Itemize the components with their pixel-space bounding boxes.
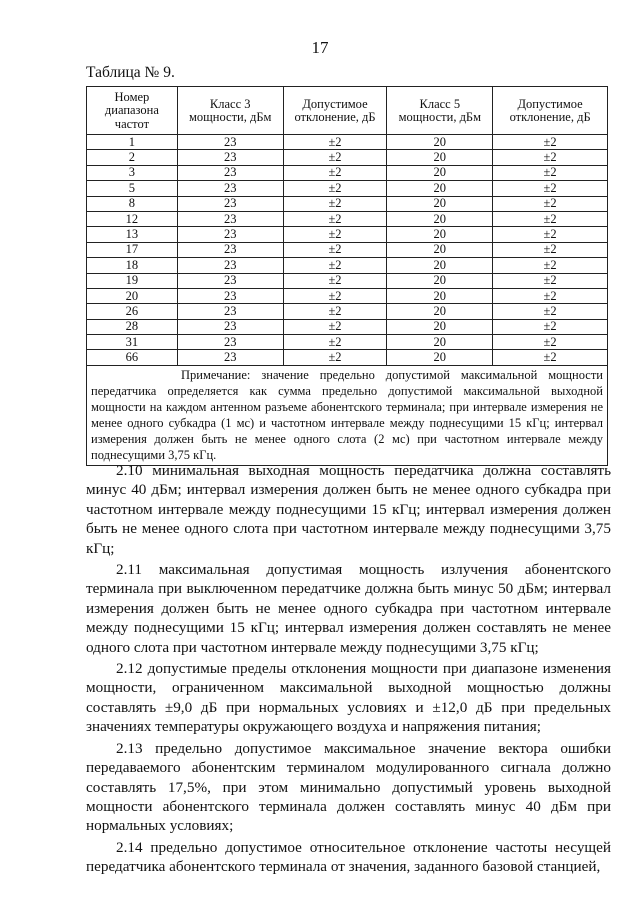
power-spec-table — [86, 86, 608, 466]
table-cell: 23 — [177, 273, 283, 288]
paragraph-2-12: 2.12 допустимые пределы отклонения мощности при диапазоне изменения мощности, ограниченном максимальной выходной мощностью должны составлять ±9,0 дБ при нормальных условиях и ±12,0 дБ при предельных значениях температуры окружающего воздуха и напряжения питания; — [86, 660, 611, 736]
table-cell: 23 — [177, 211, 283, 226]
table-cell: 26 — [87, 304, 178, 319]
table-cell: ±2 — [493, 288, 608, 303]
paragraph-2-13: 2.13 предельно допустимое максимальное значение вектора ошибки передаваемого абонентским терминалом модулированного сигнала должно составлять 17,5%, при этом минимально допустимый уровень выходной мощности абонентского терминала должен составлять минус 40 дБм при нормальных условиях; — [86, 739, 611, 835]
table-cell: ±2 — [283, 288, 387, 303]
table-cell: ±2 — [283, 273, 387, 288]
table-cell: ±2 — [283, 211, 387, 226]
table-cell: 12 — [87, 211, 178, 226]
table-cell: ±2 — [493, 227, 608, 242]
table-cell: ±2 — [283, 335, 387, 350]
table-row — [87, 135, 608, 150]
table-cell: 20 — [387, 350, 493, 365]
table-row — [87, 304, 608, 319]
table-cell: ±2 — [493, 319, 608, 334]
table-cell: 19 — [87, 273, 178, 288]
table-cell: 20 — [387, 150, 493, 165]
table-cell: 23 — [177, 319, 283, 334]
paragraph-2-14: 2.14 предельно допустимое относительное отклонение частоты несущей передатчика абонентского терминала от значения, заданного базовой станцией, — [86, 838, 611, 876]
table-cell: 23 — [177, 350, 283, 365]
table-cell: 17 — [87, 242, 178, 257]
table-row — [87, 273, 608, 288]
table-cell: ±2 — [493, 196, 608, 211]
table-row — [87, 258, 608, 273]
table-cell: 20 — [387, 273, 493, 288]
table-cell: ±2 — [493, 273, 608, 288]
table-cell: 20 — [387, 288, 493, 303]
table-row — [87, 319, 608, 334]
header-class5-deviation: Допустимое отклонение, дБ — [493, 87, 608, 135]
table-cell: 1 — [87, 135, 178, 150]
table-cell: ±2 — [493, 135, 608, 150]
table-note-row — [87, 365, 608, 465]
table-cell: ±2 — [283, 319, 387, 334]
table-cell: 20 — [387, 242, 493, 257]
page-number: 17 — [311, 38, 329, 57]
table-cell: 66 — [87, 350, 178, 365]
table-cell: 20 — [387, 319, 493, 334]
table-header-row — [87, 87, 608, 135]
table-row — [87, 227, 608, 242]
table-cell: 3 — [87, 165, 178, 180]
table-cell: ±2 — [493, 181, 608, 196]
table-row — [87, 196, 608, 211]
table-cell: ±2 — [283, 150, 387, 165]
table-cell: ±2 — [283, 135, 387, 150]
table-cell: ±2 — [493, 304, 608, 319]
table-cell: 20 — [387, 181, 493, 196]
table-cell: ±2 — [493, 242, 608, 257]
table-row — [87, 150, 608, 165]
table-cell: ±2 — [283, 196, 387, 211]
table-cell: 20 — [387, 135, 493, 150]
table-cell: 23 — [177, 150, 283, 165]
table-cell: ±2 — [283, 304, 387, 319]
table-note: Примечание: значение предельно допустимой максимальной мощности передатчика определяется как сумма предельно допустимой максимальной выходной мощности на каждом антенном разъеме абонентского терминала; при интервале измерения не менее одного субкадра (1 мс) и частотном интервале между поднесущими 15 кГц; интервал измерения должен быть не менее одного слота (2 мс) при частотном интервале между поднесущими 3,75 кГц. — [87, 365, 608, 465]
paragraph-2-10: 2.10 минимальная выходная мощность передатчика должна составлять минус 40 дБм; интервал измерения должен быть не менее одного субкадра при частотном интервале между поднесущими 15 кГц; интервал измерения должен быть не менее одного слота при частотном интервале между поднесущими 3,75 кГц; — [86, 462, 611, 557]
body-text — [86, 461, 611, 879]
table-cell: ±2 — [283, 181, 387, 196]
table-cell: 20 — [87, 288, 178, 303]
table-cell: 28 — [87, 319, 178, 334]
table-row — [87, 211, 608, 226]
table-cell: ±2 — [493, 350, 608, 365]
table-cell: 13 — [87, 227, 178, 242]
table-cell: ±2 — [283, 227, 387, 242]
table-cell: ±2 — [283, 350, 387, 365]
table-caption: Таблица № 9. — [86, 64, 175, 81]
table-cell: 31 — [87, 335, 178, 350]
table-row — [87, 350, 608, 365]
table-cell: ±2 — [283, 258, 387, 273]
table-cell: 8 — [87, 196, 178, 211]
table-cell: ±2 — [493, 211, 608, 226]
table-cell: 23 — [177, 288, 283, 303]
table-cell: 20 — [387, 211, 493, 226]
table-cell: 23 — [177, 135, 283, 150]
table-cell: 23 — [177, 335, 283, 350]
table-cell: ±2 — [493, 165, 608, 180]
table-cell: ±2 — [283, 242, 387, 257]
table-row — [87, 181, 608, 196]
table-cell: 20 — [387, 258, 493, 273]
paragraph-2-11: 2.11 максимальная допустимая мощность излучения абонентского терминала при выключенном передатчике должна быть минус 50 дБм; интервал измерения должен быть не менее одного субкадра при частотном интервале между поднесущими 15 кГц; интервал измерения должен составлять не менее одного слота при частотном интервале между поднесущими 3,75 кГц; — [86, 561, 611, 656]
table-cell: 20 — [387, 165, 493, 180]
table-cell: 18 — [87, 258, 178, 273]
table-cell: 23 — [177, 227, 283, 242]
table-row — [87, 335, 608, 350]
table-cell: 2 — [87, 150, 178, 165]
table-cell: 23 — [177, 196, 283, 211]
table-row — [87, 242, 608, 257]
table-cell: 5 — [87, 181, 178, 196]
table-cell: 20 — [387, 335, 493, 350]
header-class5-power: Класс 5 мощности, дБм — [387, 87, 493, 135]
table-cell: 23 — [177, 181, 283, 196]
table-cell: 23 — [177, 258, 283, 273]
table-cell: 23 — [177, 165, 283, 180]
table-cell: ±2 — [493, 258, 608, 273]
table-cell: 20 — [387, 227, 493, 242]
table-cell: ±2 — [493, 335, 608, 350]
table-cell: 23 — [177, 304, 283, 319]
table-cell: 20 — [387, 304, 493, 319]
table-cell: ±2 — [283, 165, 387, 180]
table-cell: 23 — [177, 242, 283, 257]
header-class3-power: Класс 3 мощности, дБм — [177, 87, 283, 135]
table-row — [87, 288, 608, 303]
header-band-number: Номер диапазона частот — [87, 87, 178, 135]
table-cell: 20 — [387, 196, 493, 211]
header-class3-deviation: Допустимое отклонение, дБ — [283, 87, 387, 135]
table-row — [87, 165, 608, 180]
table-cell: ±2 — [493, 150, 608, 165]
